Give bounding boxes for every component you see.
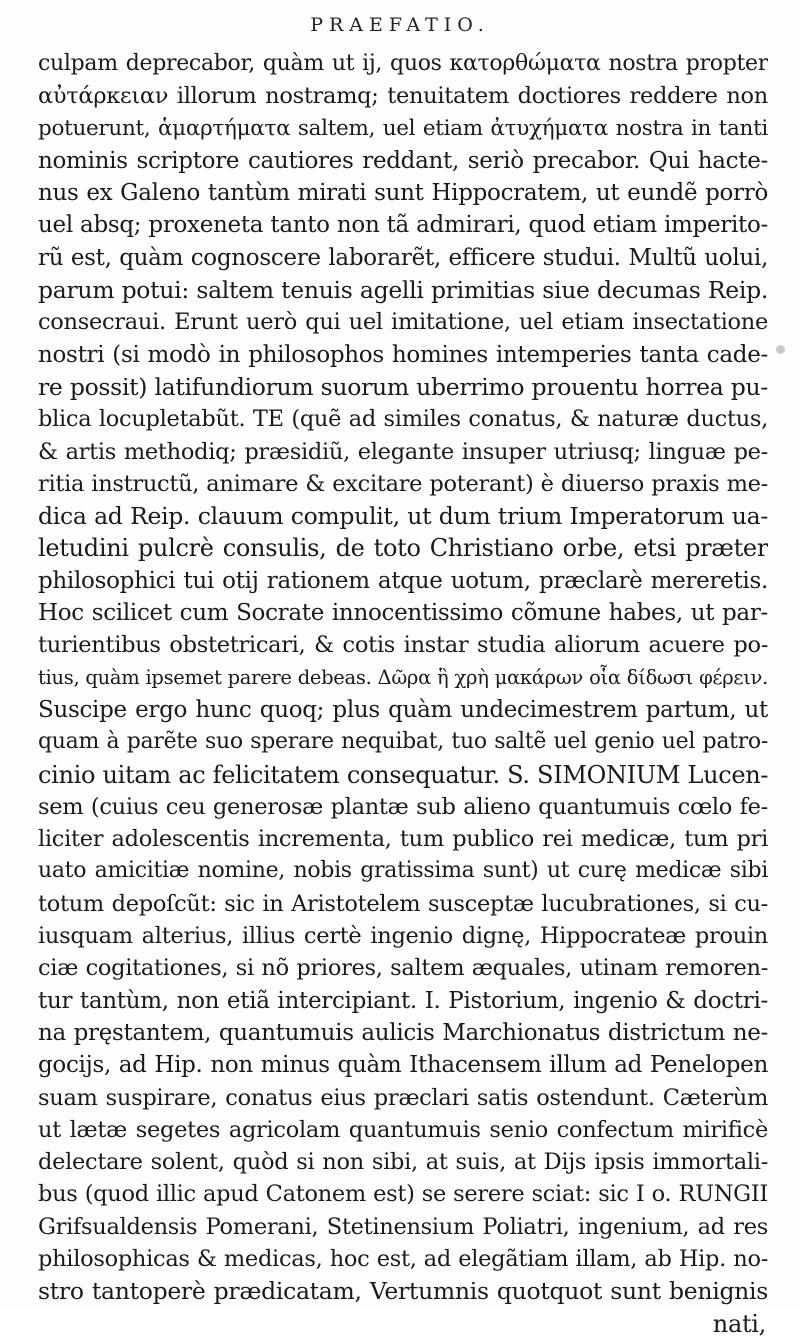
text-line: dica ad Reip. clauum compulit, ut dum trium Imperatorum ua- [38,502,768,531]
text-line: gocijs, ad Hip. non minus quàm Ithacensem illum ad Penelopen [38,1052,768,1079]
text-line: na pręstantem, quantumuis aulicis Marchionatus districtum ne- [38,1019,768,1046]
text-line: totum depoſcũt: sic in Aristotelem susceptæ lucubrationes, si cu- [38,890,768,917]
text-line: letudini pulcrè consulis, de toto Christiano orbe, etsi præter [38,534,768,563]
text-line: nostri (si modò in philosophos homines intemperies tanta cade- [38,341,768,368]
text-line: nominis scriptore cautiores reddant, seriò precabor. Qui hacte- [38,147,768,174]
text-line: uel absq; proxeneta tanto non tã admirari, quod etiam imperito- [38,212,768,239]
text-line: Suscipe ergo hunc quoq; plus quàm undecimestrem partum, ut [38,696,768,723]
catchword-line: nati, [712,1309,766,1338]
text-line: liciter adolescentis incrementa, tum publico rei medicæ, tum pri [38,826,768,853]
text-line: rũ est, quàm cognoscere laborarẽt, efficere studui. Multũ uolui, [38,244,768,271]
text-line: philosophicas & medicas, hoc est, ad elegãtiam illam, ab Hip. no- [38,1245,768,1272]
text-line: stro tantoperè prædicatam, Vertumnis quotquot sunt benignis [38,1277,768,1306]
text-line: consecraui. Erunt uerò qui uel imitatione, uel etiam insectatione [38,309,768,336]
text-line: uato amicitiæ nomine, nobis gratissima sunt) ut curę medicæ sibi [38,858,768,884]
text-line: bus (quod illic apud Catonem est) se serere sciat: sic I o. RUNGII [38,1181,768,1208]
text-line: αὐτάρκειαν illorum nostramq; tenuitatem doctiores reddere non [38,83,768,110]
text-line: Grifsualdensis Pomerani, Stetinensium Poliatri, ingenium, ad res [38,1213,768,1240]
text-line: ritia instructũ, animare & excitare poterant) è diuerso praxis me- [38,470,768,497]
text-line: nus ex Galeno tantùm mirati sunt Hippocratem, ut eundẽ porrò [38,180,768,207]
text-line: delectare solent, quòd si non sibi, at suis, at Dijs ipsis immortali- [38,1149,768,1176]
body-text [38,48,768,1340]
text-line: tius, quàm ipsemet parere debeas. Δῶρα ἣ χρὴ μακάρων οἷα δίδωσι φέρειν. [38,665,768,689]
text-line: philosophici tui otij rationem atque uotum, præclarè mereretis. [38,567,768,594]
text-line: & artis methodiq; præsidiũ, elegante insuper utriusq; linguæ pe- [38,438,768,465]
text-line: sem (cuius ceu generosæ plantæ sub alieno quantumuis cœlo fe- [38,793,768,820]
text-line: Hoc scilicet cum Socrate innocentissimo cõmune habes, ut par- [38,600,768,627]
text-line: suam suspirare, conatus eius præclari satis ostendunt. Cæterùm [38,1084,768,1111]
text-line: re possit) latifundiorum suorum uberrimo prouentu horrea pu- [38,372,768,401]
text-line: blica locupletabũt. TE (quẽ ad similes conatus, & naturæ ductus, [38,406,768,433]
text-line: cinio uitam ac felicitatem consequatur. S. SIMONIUM Lucen- [38,760,768,789]
text-line: turientibus obstetricari, & cotis instar studia aliorum acuere po- [38,632,768,659]
text-line: tur tantùm, non etiã intercipiant. I. Pistorium, ingenio & doctri- [38,987,768,1014]
text-line: iusquam alterius, illius certè ingenio dignę, Hippocrateæ prouin [38,923,768,950]
text-line: ut lætæ segetes agricolam quantumuis senio confectum mirificè [38,1116,768,1143]
text-line: potuerunt, ἁμαρτήματα saltem, uel etiam ἀτυχήματα nostra in tanti [38,115,768,141]
binding-hole-mark [776,345,785,354]
running-header: PRAEFATIO. [310,14,490,36]
text-line: culpam deprecabor, quàm ut ij, quos κατορθώματα nostra propter [38,51,768,76]
text-line: quam à parẽte suo sperare nequibat, tuo saltẽ uel genio uel patro- [38,729,768,755]
text-line: ciæ cogitationes, si nõ priores, saltem æquales, utinam remoren- [38,955,768,982]
text-line: parum potui: saltem tenuis agelli primitias siue decumas Reip. [38,276,768,305]
